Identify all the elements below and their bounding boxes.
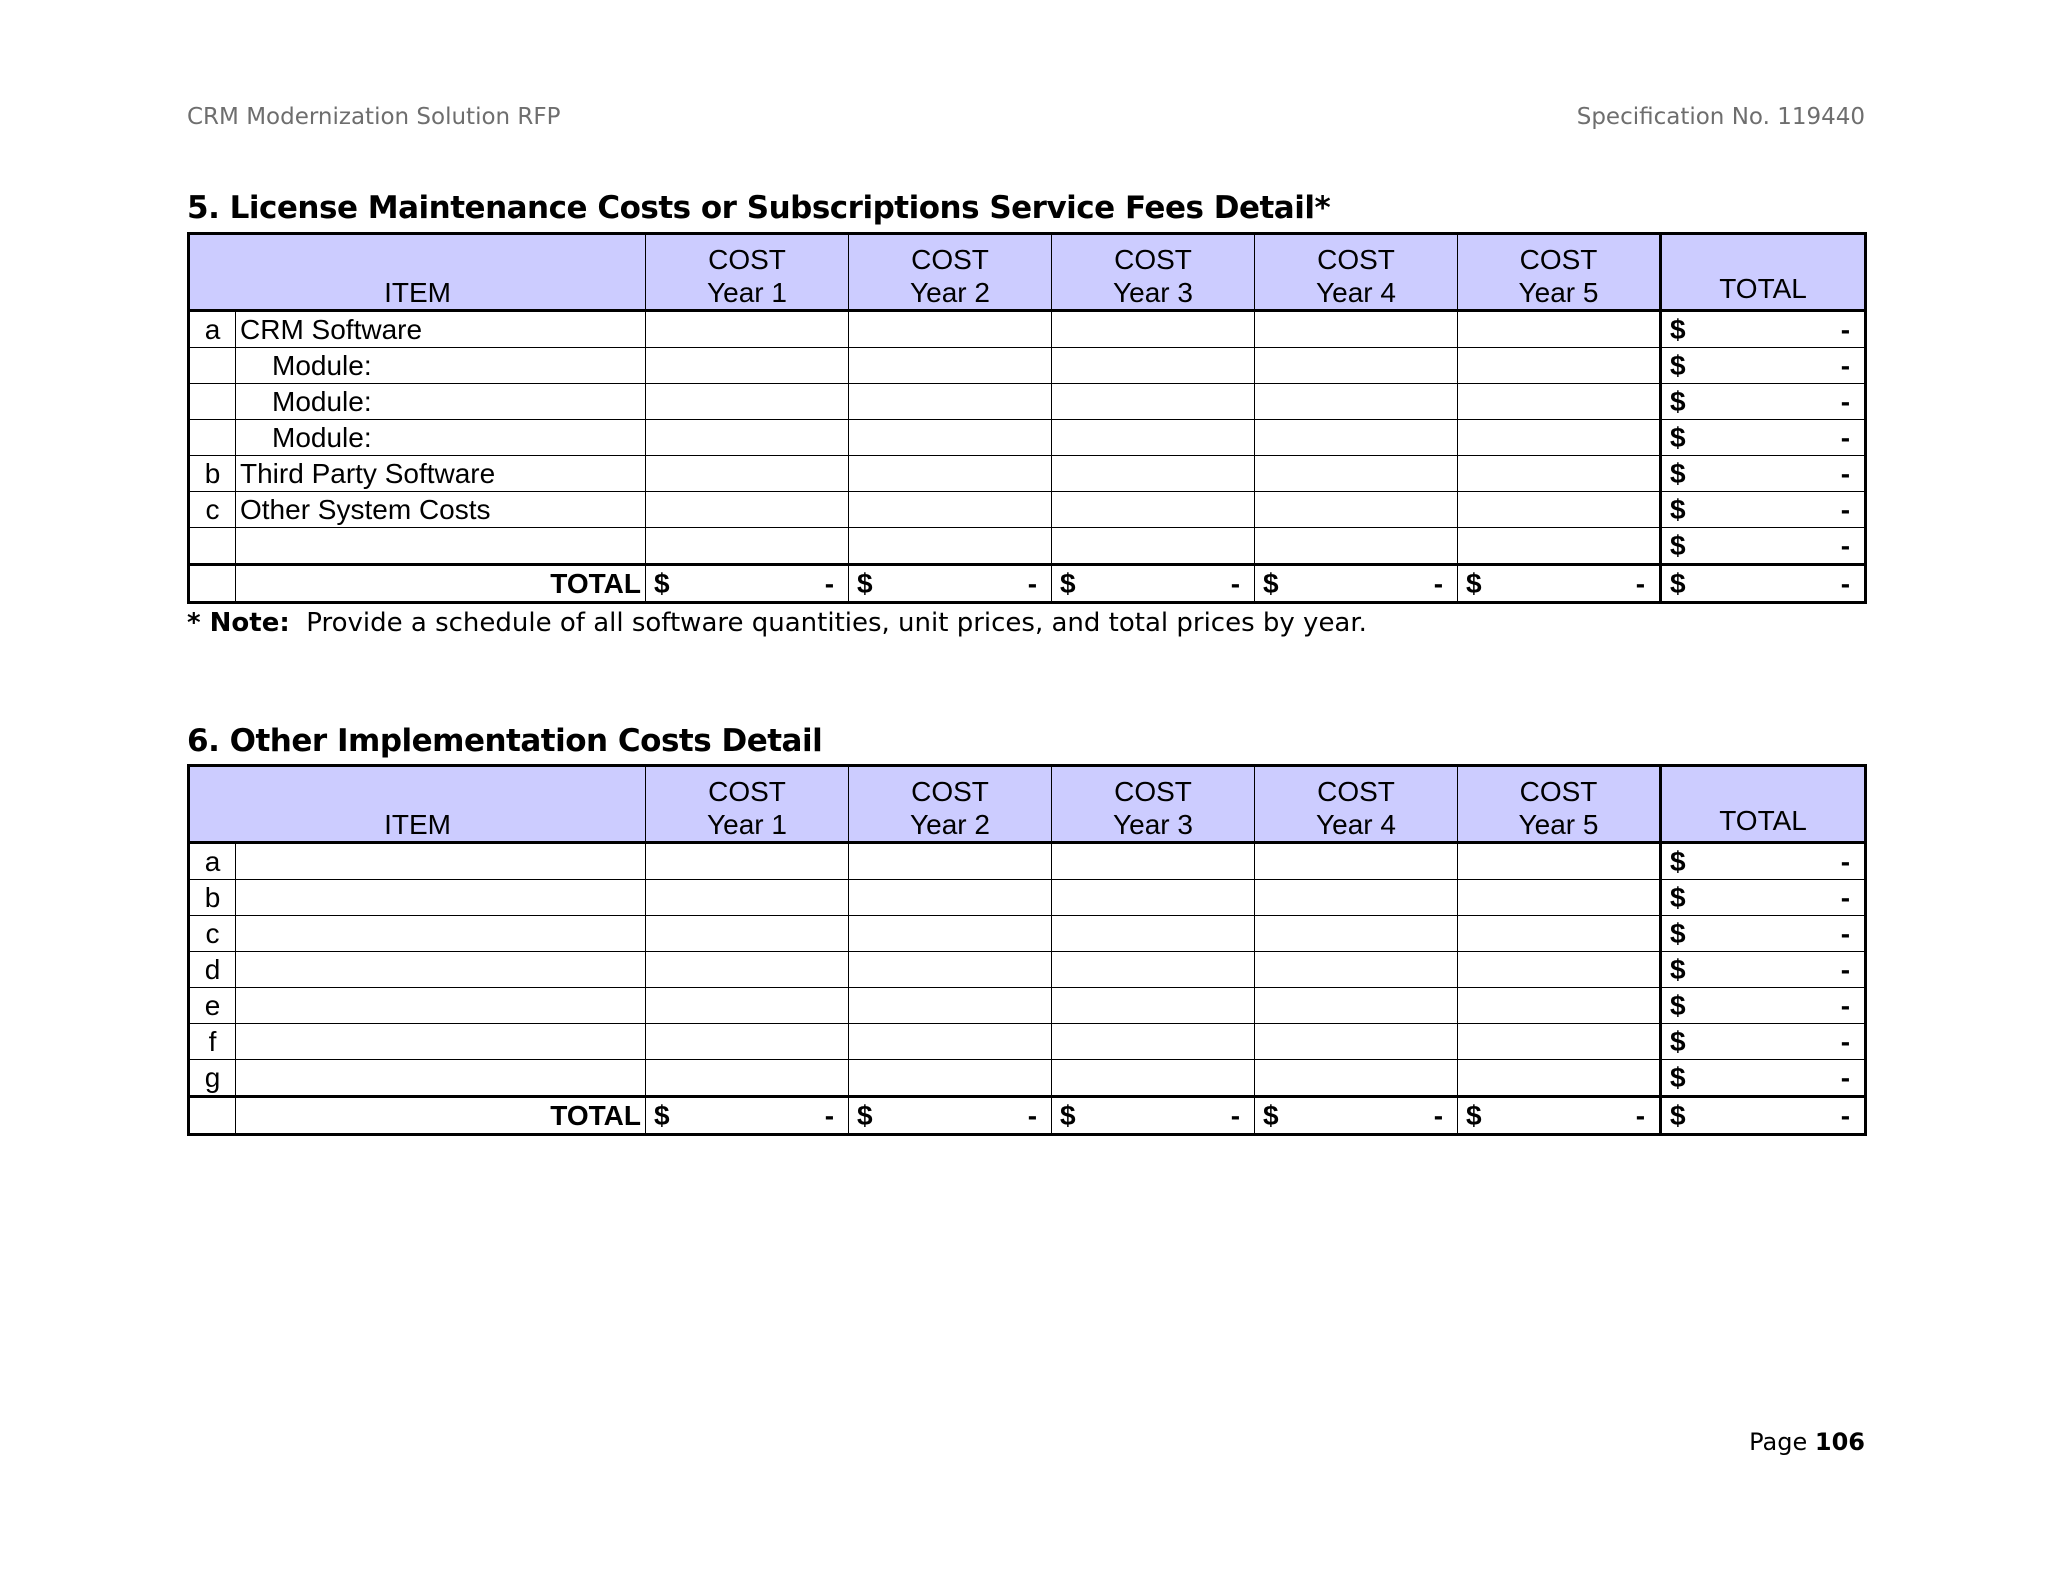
amount: - (1840, 954, 1851, 985)
cost-year-2-cell[interactable] (849, 1024, 1052, 1060)
money-value (1052, 567, 1254, 600)
cost-year-1-cell[interactable] (646, 916, 849, 952)
cost-year-3-cell[interactable] (1052, 1024, 1255, 1060)
cost-year-2-cell[interactable] (849, 311, 1052, 348)
cost-year-4-cell[interactable] (1255, 420, 1458, 456)
currency-symbol: $ (1670, 846, 1686, 877)
cost-year-1-cell[interactable] (646, 311, 849, 348)
cost-year-3-cell[interactable] (1052, 952, 1255, 988)
cost-year-5-cell[interactable] (1458, 843, 1661, 880)
grand-total-cell (1661, 1097, 1866, 1135)
total-column-header: TOTAL (1661, 766, 1866, 843)
money-value (1662, 349, 1864, 382)
total-row (189, 1097, 1866, 1135)
money-value (1662, 953, 1864, 986)
row-item-label (236, 1060, 646, 1097)
amount: - (824, 568, 835, 599)
currency-symbol: $ (1670, 1100, 1686, 1131)
year-1-column-header: COST Year 1 (646, 234, 849, 311)
currency-symbol: $ (1670, 990, 1686, 1021)
row-item-label: Other System Costs (236, 492, 646, 528)
currency-symbol: $ (857, 1100, 873, 1131)
cost-year-3-cell[interactable] (1052, 384, 1255, 420)
cost-year-1-cell[interactable] (646, 528, 849, 565)
row-letter: f (189, 1024, 236, 1060)
amount: - (1840, 1100, 1851, 1131)
year-3-column-header: COST Year 3 (1052, 766, 1255, 843)
section-6-title: 6. Other Implementation Costs Detail (187, 723, 823, 759)
table-row (189, 492, 1866, 528)
cost-year-4-cell[interactable] (1255, 952, 1458, 988)
row-letter: a (189, 311, 236, 348)
cost-year-3-cell[interactable] (1052, 492, 1255, 528)
cost-year-4-cell[interactable] (1255, 988, 1458, 1024)
amount: - (1230, 1100, 1241, 1131)
cost-year-2-cell[interactable] (849, 348, 1052, 384)
cost-year-3-cell[interactable] (1052, 843, 1255, 880)
cost-year-5-cell[interactable] (1458, 311, 1661, 348)
cost-year-4-cell[interactable] (1255, 916, 1458, 952)
currency-symbol: $ (1060, 1100, 1076, 1131)
cost-year-5-cell[interactable] (1458, 880, 1661, 916)
money-value (1662, 1099, 1864, 1132)
currency-symbol: $ (1060, 568, 1076, 599)
currency-symbol: $ (654, 568, 670, 599)
currency-symbol: $ (1670, 1026, 1686, 1057)
cost-year-1-cell[interactable] (646, 988, 849, 1024)
money-value (1662, 1025, 1864, 1058)
row-letter: g (189, 1060, 236, 1097)
cost-year-3-cell[interactable] (1052, 880, 1255, 916)
currency-symbol: $ (1263, 568, 1279, 599)
money-value (1662, 881, 1864, 914)
money-value (1662, 313, 1864, 346)
cost-year-5-cell[interactable] (1458, 988, 1661, 1024)
amount: - (1433, 1100, 1444, 1131)
grand-total-cell (1661, 565, 1866, 603)
cost-year-5-cell[interactable] (1458, 420, 1661, 456)
year-4-total-cell (1255, 1097, 1458, 1135)
amount: - (1433, 568, 1444, 599)
row-letter: c (189, 916, 236, 952)
page-number: Page 106 (1749, 1428, 1865, 1456)
header-row (189, 766, 1866, 843)
total-row (189, 565, 1866, 603)
cost-year-4-cell[interactable] (1255, 384, 1458, 420)
cost-year-5-cell[interactable] (1458, 952, 1661, 988)
table-row (189, 880, 1866, 916)
header-row (189, 234, 1866, 311)
table-row (189, 952, 1866, 988)
row-total-cell (1661, 916, 1866, 952)
amount: - (1840, 882, 1851, 913)
cost-year-2-cell[interactable] (849, 456, 1052, 492)
year-3-total-cell (1052, 1097, 1255, 1135)
amount: - (1840, 846, 1851, 877)
cost-year-1-cell[interactable] (646, 843, 849, 880)
row-letter: b (189, 456, 236, 492)
table-row (189, 384, 1866, 420)
cost-year-1-cell[interactable] (646, 1024, 849, 1060)
money-value (849, 1099, 1051, 1132)
row-total-cell (1661, 843, 1866, 880)
amount: - (1840, 422, 1851, 453)
row-item-label (236, 988, 646, 1024)
year-5-column-header: COST Year 5 (1458, 234, 1661, 311)
item-column-header: ITEM (189, 234, 646, 311)
money-value (1662, 529, 1864, 562)
cost-year-4-cell[interactable] (1255, 348, 1458, 384)
running-header-right: Specification No. 119440 (1576, 104, 1865, 130)
cost-year-5-cell[interactable] (1458, 456, 1661, 492)
amount: - (1027, 1100, 1038, 1131)
cost-year-1-cell[interactable] (646, 384, 849, 420)
currency-symbol: $ (1670, 386, 1686, 417)
cost-year-1-cell[interactable] (646, 492, 849, 528)
money-value (646, 567, 848, 600)
cost-year-3-cell[interactable] (1052, 348, 1255, 384)
cost-year-3-cell[interactable] (1052, 420, 1255, 456)
cost-year-4-cell[interactable] (1255, 492, 1458, 528)
row-total-cell (1661, 420, 1866, 456)
money-value (1662, 989, 1864, 1022)
cost-year-4-cell[interactable] (1255, 843, 1458, 880)
cost-year-5-cell[interactable] (1458, 1060, 1661, 1097)
currency-symbol: $ (1670, 568, 1686, 599)
currency-symbol: $ (1670, 882, 1686, 913)
row-item-label (236, 528, 646, 565)
year-1-column-header: COST Year 1 (646, 766, 849, 843)
cost-year-5-cell[interactable] (1458, 528, 1661, 565)
currency-symbol: $ (1670, 1062, 1686, 1093)
cost-year-3-cell[interactable] (1052, 1060, 1255, 1097)
cost-year-3-cell[interactable] (1052, 456, 1255, 492)
currency-symbol: $ (1466, 1100, 1482, 1131)
money-value (1662, 457, 1864, 490)
money-value (1662, 421, 1864, 454)
cost-year-3-cell[interactable] (1052, 988, 1255, 1024)
row-item-label (236, 843, 646, 880)
cost-year-4-cell[interactable] (1255, 1024, 1458, 1060)
table-row (189, 988, 1866, 1024)
table-row (189, 420, 1866, 456)
row-letter (189, 1097, 236, 1135)
cost-year-1-cell[interactable] (646, 456, 849, 492)
cost-year-4-cell[interactable] (1255, 528, 1458, 565)
cost-year-5-cell[interactable] (1458, 384, 1661, 420)
amount: - (1840, 494, 1851, 525)
table-row (189, 1024, 1866, 1060)
money-value (1662, 385, 1864, 418)
row-letter (189, 420, 236, 456)
cost-year-2-cell[interactable] (849, 384, 1052, 420)
money-value (646, 1099, 848, 1132)
row-letter (189, 565, 236, 603)
money-value (1458, 1099, 1659, 1132)
total-label: TOTAL (236, 565, 646, 603)
amount: - (1635, 568, 1646, 599)
row-letter (189, 348, 236, 384)
year-4-total-cell (1255, 565, 1458, 603)
amount: - (1230, 568, 1241, 599)
amount: - (1840, 314, 1851, 345)
cost-year-2-cell[interactable] (849, 843, 1052, 880)
amount: - (1635, 1100, 1646, 1131)
row-letter: d (189, 952, 236, 988)
table-row (189, 916, 1866, 952)
year-5-column-header: COST Year 5 (1458, 766, 1661, 843)
currency-symbol: $ (857, 568, 873, 599)
cost-year-5-cell[interactable] (1458, 1024, 1661, 1060)
year-2-total-cell (849, 1097, 1052, 1135)
row-total-cell (1661, 456, 1866, 492)
item-column-header: ITEM (189, 766, 646, 843)
row-item-label: Module: (236, 348, 646, 384)
money-value (1458, 567, 1659, 600)
year-1-total-cell (646, 565, 849, 603)
cost-year-4-cell[interactable] (1255, 880, 1458, 916)
amount: - (1840, 990, 1851, 1021)
year-4-column-header: COST Year 4 (1255, 766, 1458, 843)
money-value (1662, 845, 1864, 878)
row-total-cell (1661, 988, 1866, 1024)
cost-year-4-cell[interactable] (1255, 1060, 1458, 1097)
cost-year-5-cell[interactable] (1458, 916, 1661, 952)
money-value (1255, 1099, 1457, 1132)
amount: - (1840, 530, 1851, 561)
money-value (849, 567, 1051, 600)
money-value (1255, 567, 1457, 600)
row-total-cell (1661, 1024, 1866, 1060)
currency-symbol: $ (1670, 954, 1686, 985)
amount: - (1840, 568, 1851, 599)
money-value (1662, 1061, 1864, 1094)
money-value (1052, 1099, 1254, 1132)
other-implementation-table (187, 764, 1867, 1136)
row-total-cell (1661, 311, 1866, 348)
row-item-label (236, 952, 646, 988)
row-item-label: Module: (236, 420, 646, 456)
cost-year-2-cell[interactable] (849, 528, 1052, 565)
running-header-left: CRM Modernization Solution RFP (187, 104, 561, 130)
amount: - (1840, 350, 1851, 381)
year-2-column-header: COST Year 2 (849, 766, 1052, 843)
amount: - (1840, 1026, 1851, 1057)
note-text: Provide a schedule of all software quantities, unit prices, and total prices by year. (306, 608, 1367, 638)
row-letter (189, 384, 236, 420)
footnote (187, 608, 1367, 638)
row-item-label: Third Party Software (236, 456, 646, 492)
currency-symbol: $ (654, 1100, 670, 1131)
row-letter: b (189, 880, 236, 916)
table-row (189, 528, 1866, 565)
currency-symbol: $ (1670, 530, 1686, 561)
cost-year-2-cell[interactable] (849, 880, 1052, 916)
cost-year-1-cell[interactable] (646, 880, 849, 916)
money-value (1662, 917, 1864, 950)
cost-year-2-cell[interactable] (849, 988, 1052, 1024)
row-total-cell (1661, 348, 1866, 384)
row-total-cell (1661, 384, 1866, 420)
row-letter: a (189, 843, 236, 880)
amount: - (1840, 918, 1851, 949)
table-row (189, 348, 1866, 384)
money-value (1662, 567, 1864, 600)
year-2-total-cell (849, 565, 1052, 603)
currency-symbol: $ (1670, 350, 1686, 381)
amount: - (1840, 1062, 1851, 1093)
cost-year-5-cell[interactable] (1458, 492, 1661, 528)
amount: - (1840, 458, 1851, 489)
cost-year-3-cell[interactable] (1052, 916, 1255, 952)
row-item-label: Module: (236, 384, 646, 420)
cost-year-1-cell[interactable] (646, 420, 849, 456)
table-row (189, 843, 1866, 880)
row-item-label (236, 916, 646, 952)
year-2-column-header: COST Year 2 (849, 234, 1052, 311)
row-total-cell (1661, 880, 1866, 916)
row-item-label: CRM Software (236, 311, 646, 348)
total-label: TOTAL (236, 1097, 646, 1135)
year-5-total-cell (1458, 565, 1661, 603)
cost-year-1-cell[interactable] (646, 1060, 849, 1097)
row-letter: c (189, 492, 236, 528)
currency-symbol: $ (1670, 458, 1686, 489)
currency-symbol: $ (1263, 1100, 1279, 1131)
cost-year-2-cell[interactable] (849, 1060, 1052, 1097)
year-1-total-cell (646, 1097, 849, 1135)
money-value (1662, 493, 1864, 526)
cost-year-3-cell[interactable] (1052, 311, 1255, 348)
amount: - (1840, 386, 1851, 417)
cost-year-1-cell[interactable] (646, 348, 849, 384)
table-row (189, 1060, 1866, 1097)
currency-symbol: $ (1670, 494, 1686, 525)
currency-symbol: $ (1670, 422, 1686, 453)
cost-year-3-cell[interactable] (1052, 528, 1255, 565)
cost-year-5-cell[interactable] (1458, 348, 1661, 384)
year-3-total-cell (1052, 565, 1255, 603)
cost-year-4-cell[interactable] (1255, 311, 1458, 348)
currency-symbol: $ (1670, 314, 1686, 345)
row-total-cell (1661, 952, 1866, 988)
row-total-cell (1661, 528, 1866, 565)
table-row (189, 311, 1866, 348)
license-maintenance-table (187, 232, 1867, 604)
row-item-label (236, 880, 646, 916)
row-letter: e (189, 988, 236, 1024)
year-5-total-cell (1458, 1097, 1661, 1135)
amount: - (1027, 568, 1038, 599)
row-item-label (236, 1024, 646, 1060)
row-total-cell (1661, 1060, 1866, 1097)
amount: - (824, 1100, 835, 1131)
currency-symbol: $ (1466, 568, 1482, 599)
cost-year-2-cell[interactable] (849, 420, 1052, 456)
total-column-header: TOTAL (1661, 234, 1866, 311)
cost-year-4-cell[interactable] (1255, 456, 1458, 492)
section-5-title: 5. License Maintenance Costs or Subscriptions Service Fees Detail* (187, 190, 1331, 226)
cost-year-2-cell[interactable] (849, 952, 1052, 988)
table-row (189, 456, 1866, 492)
year-3-column-header: COST Year 3 (1052, 234, 1255, 311)
cost-year-2-cell[interactable] (849, 492, 1052, 528)
currency-symbol: $ (1670, 918, 1686, 949)
note-prefix: * Note: (187, 608, 290, 638)
row-letter (189, 528, 236, 565)
cost-year-1-cell[interactable] (646, 952, 849, 988)
cost-year-2-cell[interactable] (849, 916, 1052, 952)
year-4-column-header: COST Year 4 (1255, 234, 1458, 311)
row-total-cell (1661, 492, 1866, 528)
